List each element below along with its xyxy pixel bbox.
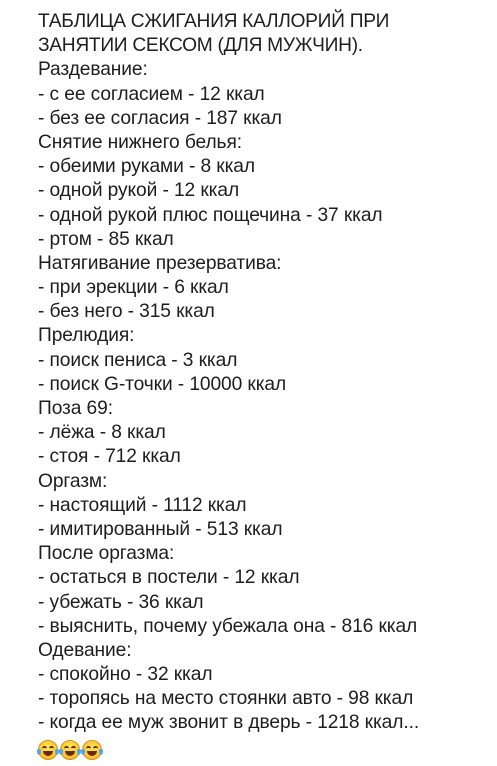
list-item: - когда ее муж звонит в дверь - 1218 ккал... <box>38 712 420 734</box>
section-after-orgasm <box>38 542 477 639</box>
list-item: - настоящий - 1112 ккал <box>38 494 247 516</box>
face-with-tears-of-joy-icon <box>38 740 58 760</box>
list-item: - ртом - 85 ккал <box>38 228 174 250</box>
section-heading: Раздевание: <box>38 59 148 81</box>
list-item: - спокойно - 32 ккал <box>38 664 213 686</box>
section-underwear-removal <box>38 131 477 252</box>
list-item: - без ее согласия - 187 ккал <box>38 107 282 129</box>
section-condom <box>38 252 477 325</box>
section-heading: Поза 69: <box>38 398 113 419</box>
list-item: - при эрекции - 6 ккал <box>38 277 229 299</box>
list-item: - торопясь на место стоянки авто - 98 ккал <box>38 688 414 710</box>
list-item: - одной рукой - 12 ккал <box>38 180 240 202</box>
list-item: - поиск пениса - 3 ккал <box>38 349 238 371</box>
post-title-line-1: ТАБЛИЦА СЖИГАНИЯ КАЛЛОРИЙ ПРИ <box>38 11 390 32</box>
post-title-line-2: ЗАНЯТИИ СЕКСОМ (ДЛЯ МУЖЧИН). <box>38 35 363 57</box>
section-dressing <box>38 639 477 736</box>
list-item: - лёжа - 8 ккал <box>38 422 166 444</box>
emoji-row <box>38 740 477 766</box>
list-item: - имитированный - 513 ккал <box>38 518 283 540</box>
section-undressing <box>38 58 477 131</box>
face-with-tears-of-joy-icon <box>82 740 102 760</box>
section-heading: Прелюдия: <box>38 325 135 347</box>
section-heading: Одевание: <box>38 639 132 661</box>
list-item: - стоя - 712 ккал <box>38 446 181 468</box>
list-item: - убежать - 36 ккал <box>38 591 204 613</box>
list-item: - выяснить, почему убежала она - 816 ккал <box>38 615 418 637</box>
list-item: - с ее согласием - 12 ккал <box>38 83 265 105</box>
section-heading: Оргазм: <box>38 470 108 492</box>
section-foreplay <box>38 324 477 397</box>
section-orgasm <box>38 470 477 543</box>
section-heading: После оргазма: <box>38 543 175 565</box>
list-item: - поиск G-точки - 10000 ккал <box>38 373 287 395</box>
section-pose-69 <box>38 397 477 470</box>
list-item: - одной рукой плюс пощечина - 37 ккал <box>38 204 383 226</box>
section-heading: Снятие нижнего белья: <box>38 131 242 153</box>
face-with-tears-of-joy-icon <box>60 740 80 760</box>
list-item: - без него - 315 ккал <box>38 301 215 323</box>
list-item: - остаться в постели - 12 ккал <box>38 567 300 589</box>
section-heading: Натягивание презерватива: <box>38 252 282 274</box>
list-item: - обеими руками - 8 ккал <box>38 156 255 178</box>
